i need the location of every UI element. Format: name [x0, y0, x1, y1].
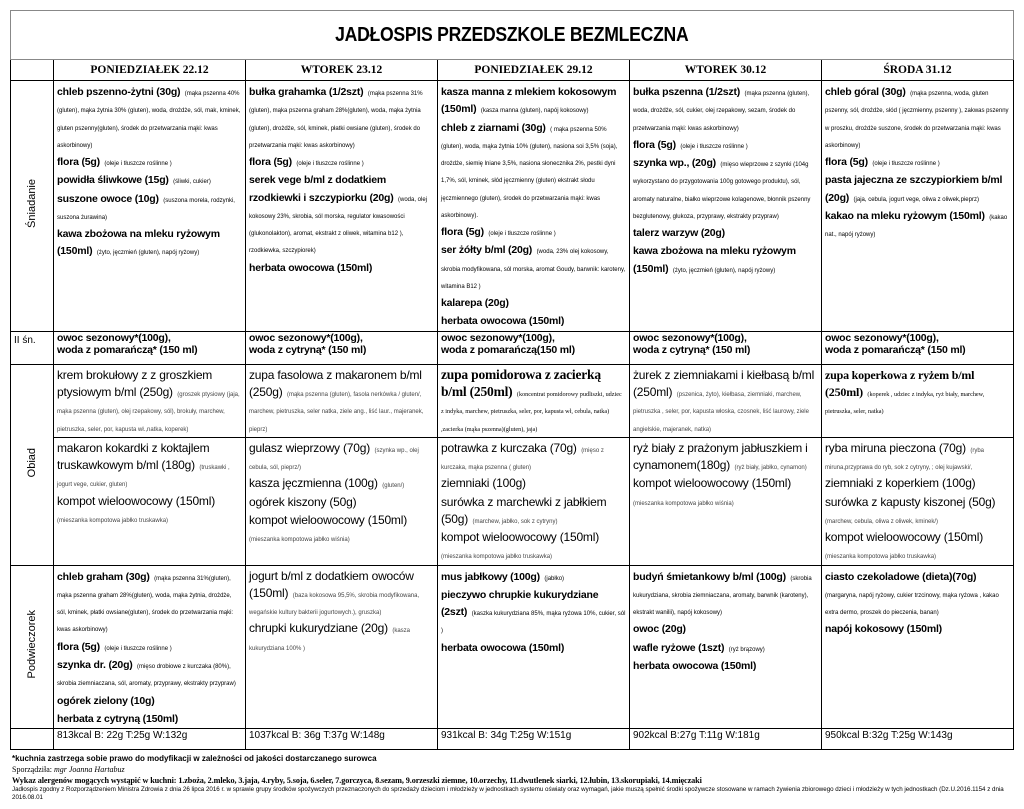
menu-item-ingredients: (mięso wieprzowe z szynki (104g wykorzystano do przygotowania 100g gotowego produktu), sól, aromaty naturalne, białko wieprzowe kolagenowe, błonnik pszenny bezglutenowy, glukoza, przyprawy, ekstrakty przypraw) — [633, 162, 811, 220]
kcal-row — [11, 729, 1014, 750]
menu-item — [57, 655, 242, 690]
menu-item-ingredients: (mąka pszenna, woda, gluten pszenny, sól, drożdże, słód ( jęczmienny, pszenny ), zakwas pszenny w proszku, drożdże suszone, środek do przetwarzania mąki: kwas askorbinowy) — [825, 91, 1009, 149]
menu-item — [57, 567, 242, 636]
menu-item-name: herbata owocowa (150ml) — [633, 659, 757, 672]
menu-item-name: owoc sezonowy*(100g), — [825, 331, 939, 344]
menu-cell — [246, 81, 438, 332]
menu-item — [441, 474, 626, 491]
snack-row — [11, 565, 1014, 728]
menu-item — [825, 366, 1010, 418]
menu-cell — [54, 437, 246, 565]
menu-item-name: herbata z cytryną (150ml) — [57, 712, 179, 725]
menu-cell — [822, 331, 1014, 364]
menu-item-name: szynka dr. (20g) — [57, 658, 133, 671]
menu-item-name: potrawka z kurczaka (70g) — [441, 440, 577, 455]
menu-item-name: ogórek zielony (10g) — [57, 694, 155, 707]
menu-item-ingredients: (mieszanka kompotowa jabłko truskawka) — [57, 517, 169, 524]
menu-item-name: woda z cytryną* (150 ml) — [249, 344, 367, 357]
menu-item-ingredients: (oleje i tłuszcze roślinne ) — [488, 231, 556, 238]
menu-item-name: surówka z marchewki z jabłkiem (50g) — [441, 494, 607, 526]
menu-item-ingredients: (mąka pszenna 31%(gluten), mąka pszenna graham 28%(gluten), woda, mąka żytnia (gluten), drożdże, sól, kminek, płatki owsiane (gluten), środek do przetwarzania mąki: kwas askorbinowy) — [249, 91, 423, 149]
prepared-by-name: mgr Joanna Hartabuz — [53, 765, 125, 775]
menu-item — [57, 637, 242, 654]
menu-item — [441, 585, 626, 637]
menu-item-ingredients: (skrobia kukurydziana, skrobia ziemniaczana, aromaty, barwnik (karoteny), ekstrakt wanilii), napój kokosowy) — [633, 575, 812, 617]
day-header-row — [11, 60, 1014, 81]
menu-item — [633, 638, 818, 655]
page-title: JADŁOSPIS PRZEDSZKOLE BEZMLECZNA — [335, 23, 689, 46]
menu-item-ingredients: (ryż brązowy) — [728, 646, 765, 653]
prepared-by-line — [12, 764, 1012, 775]
menu-item — [249, 511, 434, 546]
menu-item — [825, 152, 1010, 169]
menu-item-name: chleb góral (30g) — [825, 86, 906, 98]
menu-item — [441, 638, 626, 655]
menu-item-name: ziemniaki z koperkiem (100g) — [825, 476, 976, 491]
menu-item-ingredients: (oleje i tłuszcze roślinne ) — [296, 161, 364, 168]
menu-item — [249, 152, 434, 169]
menu-item-name: herbata owocowa (150ml) — [441, 641, 565, 654]
lunch-soup-row — [11, 364, 1014, 437]
menu-cell — [822, 565, 1014, 728]
menu-item-ingredients: (żyto, jęczmień (gluten), napój ryżowy) — [96, 250, 200, 257]
menu-item — [249, 258, 434, 275]
menu-item-name: flora (5g) — [57, 640, 100, 653]
menu-item-ingredients: (jaja, cebula, jogurt vege, oliwa z oliwek,pieprz) — [853, 196, 979, 203]
menu-item — [633, 241, 818, 276]
menu-item-ingredients: (mieszanka kompotowa jabłko wiśnia) — [633, 500, 734, 507]
menu-item-ingredients: (koncentrat pomidorowy pudliszki, udziec z indyka, marchew, pietruszka, seler, por, kapusta wł, cebula, natka) ,zacierka (mąka pszenna)(gluten), jaja) — [441, 390, 622, 433]
menu-item — [633, 474, 818, 509]
menu-item-name: owoc sezonowy*(100g), — [57, 331, 171, 344]
menu-item-name: woda z pomarańczą* (150 ml) — [825, 344, 966, 357]
menu-item-ingredients: (pszenica, żyto), kiełbasa, ziemniaki, marchew, pietruszka , seler, por, kapusta włoska, czosnek, liść laurowy, ziele angielskie, majeranek, natka) — [633, 391, 809, 433]
menu-item-name: owoc sezonowy*(100g), — [441, 331, 555, 344]
menu-item-name: ryba miruna pieczona (70g) — [825, 440, 966, 455]
menu-item-name: flora (5g) — [825, 156, 868, 169]
menu-item-name: bułka pszenna (1/2szt) — [633, 86, 741, 98]
menu-item-name: flora (5g) — [633, 138, 676, 151]
menu-item-name: kompot wieloowocowy (150ml) — [441, 530, 599, 545]
menu-item-name: kompot wieloowocowy (150ml) — [249, 512, 407, 527]
menu-cell — [246, 331, 438, 364]
menu-cell — [246, 565, 438, 728]
menu-cell — [54, 331, 246, 364]
menu-item — [441, 366, 626, 435]
meal-label-cell — [11, 565, 54, 728]
menu-item-name: chleb z ziarnami (30g) — [441, 121, 546, 134]
menu-item-name: szynka wp., (20g) — [633, 157, 716, 170]
menu-item — [57, 366, 242, 435]
menu-item-name: zupa fasolowa z makaronem b/ml (250g) — [249, 367, 422, 399]
menu-cell — [54, 565, 246, 728]
menu-item — [441, 240, 626, 292]
kitchen-note: *kuchnia zastrzega sobie prawo do modyfikacji w zależności od jakości dostarczanego surowca — [12, 754, 377, 764]
menu-item-name: pasta jajeczna ze szczypiorkiem b/ml (20g) — [825, 174, 1003, 204]
menu-item — [249, 474, 434, 491]
menu-item-name: talerz warzyw (20g) — [633, 227, 725, 240]
menu-item — [441, 222, 626, 239]
title-cell — [11, 11, 1014, 60]
allergen-list: Wykaz alergenów mogących wystąpić w kuchni: 1.zboża, 2.mleko, 3.jaja, 4.ryby, 5.soja, 6.seler, 7.gorczyca, 8.sezam, 9.orzeszki ziemne, 10.orzechy, 11.dwutlenek siarki, 12.łubin, 13.skorupiaki, 14.mięczaki — [12, 776, 702, 786]
menu-item-ingredients: (gluten/) — [382, 483, 405, 490]
menu-cell — [54, 364, 246, 437]
menu-item — [825, 619, 1010, 636]
menu-item — [633, 366, 818, 435]
menu-item — [57, 492, 242, 527]
menu-item — [825, 474, 1010, 491]
corner-cell — [11, 60, 54, 81]
menu-item-name: makaron kokardki z koktajlem truskawkowym b/ml (180g) — [57, 440, 210, 473]
menu-cell — [822, 364, 1014, 437]
menu-item-name: kakao na mleku ryżowym (150ml) — [825, 209, 985, 222]
menu-item-name: kalarepa (20g) — [441, 297, 509, 310]
menu-item-name: powidła śliwkowe (15g) — [57, 174, 169, 187]
menu-item-ingredients: (mąka pszenna 40% (gluten), mąka żytnia 30% (gluten), woda, drożdże, sól, mak, kminek, gluten pszenny(gluten), środek do przetwarzania mąki: kwas askorbinowy) — [57, 91, 241, 149]
menu-cell — [630, 364, 822, 437]
menu-item — [57, 439, 242, 491]
menu-item-name: flora (5g) — [57, 156, 100, 169]
menu-item-ingredients: (jabłko) — [544, 575, 565, 582]
menu-cell — [438, 364, 630, 437]
menu-item-ingredients: (truskawki , jogurt vege, cukier, gluten) — [57, 465, 230, 489]
menu-item — [249, 439, 434, 474]
menu-item-name: kasza manna z mlekiem kokosowym (150ml) — [441, 86, 617, 116]
menu-item-name: serek vege b/ml z dodatkiem rzodkiewki i szczypiorku (20g) — [249, 174, 394, 204]
menu-item-ingredients: (koperek , udziec z indyka, ryż biały, marchew, pietruszka, seler, natka) — [825, 390, 985, 416]
menu-item — [57, 152, 242, 169]
menu-cell — [438, 331, 630, 364]
menu-item-name: bułka grahamka (1/2szt) — [249, 86, 364, 98]
menu-item-ingredients: (margaryna, napój ryżowy, cukier trzcinowy, mąka ryżowa , kakao extra dermo, proszek do pieczenia, banan) — [825, 592, 999, 617]
menu-item-name: ryż biały z prażonym jabłuszkiem i cynamonem(180g) — [633, 440, 808, 473]
menu-item — [633, 82, 818, 134]
menu-cell — [438, 81, 630, 332]
menu-item — [57, 170, 242, 187]
menu-item-name: ciasto czekoladowe (dieta)(70g) — [825, 570, 977, 583]
menu-item — [633, 223, 818, 240]
day-header: PONIEDZIAŁEK 22.12 — [54, 60, 246, 81]
menu-item — [633, 619, 818, 636]
menu-item — [249, 170, 434, 256]
day-header: ŚRODA 31.12 — [822, 60, 1014, 81]
menu-cell — [246, 437, 438, 565]
menu-item-ingredients: (suszona morela, rodzynki, suszona żurawina) — [57, 197, 235, 221]
menu-item — [57, 82, 242, 151]
meal-label-cell — [11, 364, 54, 565]
menu-item — [825, 567, 1010, 619]
menu-cell — [630, 81, 822, 332]
menu-item-ingredients: (kakao nat., napój ryżowy) — [825, 214, 1008, 239]
day-header: WTOREK 30.12 — [630, 60, 822, 81]
menu-item-ingredients: (oleje i tłuszcze roślinne ) — [104, 161, 172, 168]
menu-item-name: flora (5g) — [249, 156, 292, 169]
prepared-label: Sporządziła: — [12, 765, 52, 775]
menu-item-ingredients: (mąka pszenna (gluten), woda, drożdże, sól, cukier, olej rzepakowy, sezam, środek do przetwarzania mąki: kwas askorbinowy) — [633, 91, 810, 132]
menu-item-ingredients: (baza kokosowa 95,5%, skrobia modyfikowana, wegańskie kultury bakterii jogurtowych.), gruszka) — [249, 592, 420, 617]
kcal-summary: 1037kcal B: 36g T:37g W:148g — [246, 729, 438, 750]
menu-item-name: owoc sezonowy*(100g), — [633, 331, 747, 344]
menu-item-ingredients: (mieszanka kompotowa jabłko truskawka) — [441, 554, 553, 561]
menu-item-name: ser żółty b/ml (20g) — [441, 244, 533, 257]
menu-item-name: pieczywo chrupkie kukurydziane (2szt) — [441, 588, 599, 619]
menu-table — [10, 10, 1014, 750]
menu-item-ingredients: (kaszka kukurydziana 85%, mąka ryżowa 10%, cukier, sól ) — [441, 611, 626, 635]
menu-item-name: wafle ryżowe (1szt) — [633, 641, 725, 654]
menu-item-name: surówka z kapusty kiszonej (50g) — [825, 494, 996, 509]
meal-label-breakfast: Śniadanie — [26, 178, 38, 228]
menu-item — [441, 439, 626, 474]
menu-item — [825, 439, 1010, 474]
kcal-summary: 931kcal B: 34g T:25g W:151g — [438, 729, 630, 750]
menu-item-ingredients: (kasza kukurydziana 100% ) — [249, 628, 410, 652]
menu-item-name: chleb pszenno-żytni (30g) — [57, 86, 181, 98]
kcal-summary: 950kcal B:32g T:25g W:143g — [822, 729, 1014, 750]
menu-item — [249, 366, 434, 435]
menu-item — [249, 567, 434, 619]
menu-item-name: kompot wieloowocowy (150ml) — [633, 476, 791, 491]
menu-item-name: mus jabłkowy (100g) — [441, 570, 540, 583]
menu-item-ingredients: (ryba miruna,przyprawa do ryb, sok z cytryny, ; olej kujawski/, — [825, 447, 984, 472]
menu-item-ingredients: (mięso z kurczaka, mąka pszenna ( gluten) — [441, 447, 604, 472]
menu-item-name: woda z cytryną* (150 ml) — [633, 344, 751, 357]
menu-item — [633, 567, 818, 619]
menu-item — [441, 311, 626, 328]
menu-item-name: suszone owoce (10g) — [57, 192, 159, 205]
menu-item — [249, 619, 434, 654]
menu-item-name: kawa zbożowa na mleku ryżowym (150ml) — [57, 228, 220, 258]
menu-item-name: herbata owocowa (150ml) — [249, 261, 373, 274]
menu-item-ingredients: ( mąka pszenna 50% (gluten), woda, mąka żytnia 10% (gluten), nasiona soi 3,5% (soja), drożdże, siemię lniane 3,5%, nasiona słonecznika 2%, pestki dyni 1,7%, sól, kminek, słód jęczmienny (gluten) ekstrakt słodu jęczmiennego (gluten), środek do przetwarzania mąki: kwas askorbinowy). — [441, 126, 618, 219]
menu-item-name: ogórek kiszony (50g) — [249, 494, 357, 509]
menu-item — [57, 224, 242, 259]
menu-cell — [630, 437, 822, 565]
menu-item-name: chleb graham (30g) — [57, 570, 150, 583]
menu-cell — [822, 437, 1014, 565]
menu-item-name: owoc (20g) — [633, 623, 686, 636]
menu-cell — [54, 81, 246, 332]
menu-item-ingredients: (mieszanka kompotowa jabłko truskawka) — [825, 554, 937, 561]
menu-item-ingredients: (woda, olej kokosowy 23%, skrobia, sól morska, regulator kwasowości (glukonolakton), aromat, ekstrakt z oliwek, witamina b12 ), rzodkiewka, szczypiorek) — [249, 196, 428, 255]
menu-item — [441, 82, 626, 117]
menu-item-name: owoc sezonowy*(100g), — [249, 331, 363, 344]
menu-item — [825, 206, 1010, 241]
day-header: PONIEDZIAŁEK 29.12 — [438, 60, 630, 81]
menu-item — [633, 135, 818, 152]
menu-item-name: żurek z ziemniakami i kiełbasą b/ml (250ml) — [633, 367, 815, 399]
menu-item-ingredients: (mąka pszenna (gluten), fasola nerkówka / gluten/, marchew, pietruszka, seler natka, ziele ang., liść laur., majeranek, pieprz) — [249, 391, 424, 433]
menu-item-ingredients: (żyto, jęczmień (gluten), napój ryżowy) — [672, 267, 776, 274]
menu-cell — [630, 331, 822, 364]
menu-item — [825, 528, 1010, 563]
menu-cell — [822, 81, 1014, 332]
menu-item-ingredients: (ryż biały, jabłko, cynamon) — [734, 465, 807, 472]
menu-item-ingredients: (kasza manna (gluten), napój kokosowy) — [480, 108, 589, 115]
kcal-summary: 902kcal B:27g T:11g W:181g — [630, 729, 822, 750]
menu-item-name: kasza jęczmienna (100g) — [249, 476, 378, 491]
menu-item-name: krem brokułowy z z groszkiem ptysiowym b/ml (250g) — [57, 367, 213, 399]
menu-item-ingredients: (marchew, jabłko, sok z cytryny) — [472, 518, 558, 525]
menu-cell — [246, 364, 438, 437]
kcal-label-cell — [11, 729, 54, 750]
menu-item-name: ziemniaki (100g) — [441, 476, 526, 491]
menu-item-name: kompot wieloowocowy (150ml) — [825, 530, 983, 545]
menu-item-ingredients: (marchew, cebula, oliwa z oliwek, kminek/) — [825, 518, 939, 525]
day-header: WTOREK 23.12 — [246, 60, 438, 81]
footer — [12, 750, 1012, 809]
menu-item-name: woda z pomarańczą(150 ml) — [441, 344, 575, 357]
kcal-summary: 813kcal B: 22g T:25g W:132g — [54, 729, 246, 750]
menu-item-ingredients: (oleje i tłuszcze roślinne ) — [680, 143, 748, 150]
menu-item-name: kompot wieloowocowy (150ml) — [57, 493, 215, 508]
menu-item-ingredients: (mieszanka kompotowa jabłko wiśnia) — [249, 537, 350, 544]
menu-item-name: budyń śmietankowy b/ml (100g) — [633, 570, 786, 583]
menu-item-name: woda z pomarańczą* (150 ml) — [57, 344, 198, 357]
menu-item-name: jogurt b/ml z dodatkiem owoców (150ml) — [249, 568, 414, 600]
menu-item-ingredients: (woda, 23% olej kokosowy, skrobia modyfikowana, sól morska, aromat Goudy, barwnik: karoteny, witamina B12 ) — [441, 249, 626, 290]
menu-sheet — [10, 0, 1014, 750]
menu-item-ingredients: (groszek ptysiowy (jaja, mąka pszenna (gluten), olej rzepakowy, sól), brokuły, marchew, pietruszka, seler, por, kapusta wł.,natka, koperek) — [57, 391, 240, 433]
menu-item-name: kawa zbożowa na mleku ryżowym (150ml) — [633, 245, 796, 275]
menu-item — [441, 118, 626, 222]
meal-label-snack: Podwieczorek — [26, 610, 38, 679]
menu-item — [633, 153, 818, 222]
menu-item-name: flora (5g) — [441, 226, 484, 239]
menu-item-name: napój kokosowy (150ml) — [825, 623, 942, 636]
menu-item — [249, 493, 434, 510]
menu-item-ingredients: (mąka pszenna 31%(gluten), mąka pszenna graham 28%(gluten), woda, mąka żytnia, drożdże, sól, kminek, płatki owsiane(gluten), środek do przetwarzania mąki: kwas askorbinowy) — [57, 575, 234, 634]
menu-item-ingredients: (mięso drobiowe z kurczaka (80%), skrobia ziemniaczana, sól, aromaty, przyprawy, ekstrakty przypraw) — [57, 663, 236, 688]
menu-item-ingredients: (oleje i tłuszcze roślinne ) — [104, 645, 172, 652]
menu-item — [441, 293, 626, 310]
menu-item — [441, 567, 626, 584]
meal-label-cell — [11, 81, 54, 332]
menu-item — [57, 691, 242, 708]
menu-item — [57, 189, 242, 224]
menu-item-ingredients: (śliwki, cukier) — [173, 179, 211, 186]
menu-item — [825, 170, 1010, 205]
menu-cell — [438, 437, 630, 565]
menu-item-ingredients: (oleje i tłuszcze roślinne ) — [872, 161, 940, 168]
menu-item — [633, 439, 818, 474]
meal-label-second-breakfast: II śn. — [11, 331, 54, 364]
menu-item — [633, 656, 818, 673]
menu-item-name: zupa pomidorowa z zacierką b/ml (250ml) — [441, 366, 601, 399]
meal-label-lunch: Obiad — [26, 447, 38, 477]
regulation-note: Jadłospis zgodny z Rozporządzeniem Ministra Zdrowia z dnia 26 lipca 2016 r. w sprawie grupy środków spożywczych przeznaczonych do sprzedaży dzieciom i młodzieży w jednostkach systemu oświaty oraz wymagań, jakie muszą spełnić środki spożywcze stosowane w ramach żywienia zbiorowego dzieci i młodzieży w tych jednostkach (Dz.U.2016.1154 z dnia 2016.08.01 — [12, 786, 1004, 802]
menu-item — [825, 82, 1010, 151]
menu-item — [441, 528, 626, 563]
menu-cell — [630, 565, 822, 728]
menu-cell — [438, 565, 630, 728]
menu-item-name: chrupki kukurydziane (20g) — [249, 621, 388, 636]
menu-item — [57, 709, 242, 726]
lunch-main-row — [11, 437, 1014, 565]
menu-item-name: gulasz wieprzowy (70g) — [249, 440, 370, 455]
menu-item-name: zupa koperkowa z ryżem b/ml (250ml) — [825, 367, 975, 399]
menu-item — [825, 493, 1010, 528]
breakfast-row — [11, 81, 1014, 332]
second-breakfast-row — [11, 331, 1014, 364]
menu-item — [441, 493, 626, 528]
menu-item-name: herbata owocowa (150ml) — [441, 315, 565, 328]
menu-item-ingredients: (szynka wp., olej cebula, sól, pieprz/) — [249, 447, 419, 472]
menu-item — [249, 82, 434, 151]
